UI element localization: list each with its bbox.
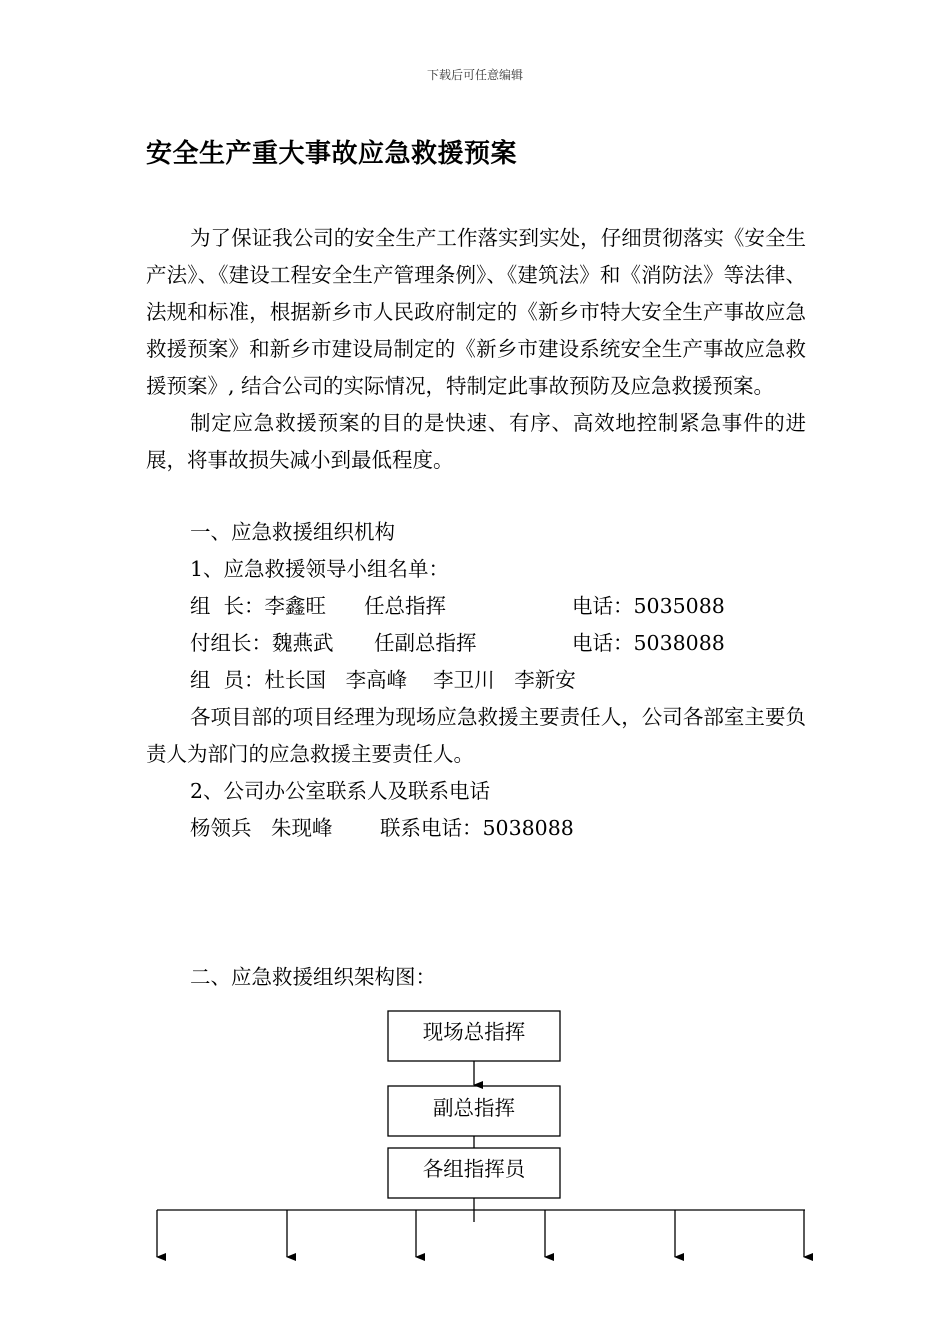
deputy-role: 付组长：魏燕武 [190,631,334,655]
leader-role: 组 长：李鑫旺 [190,594,327,618]
org-box-top-label: 现场总指挥 [422,1020,526,1044]
leader-duty: 任总指挥 [364,594,446,618]
org-box-bottom-label: 各组指挥员 [422,1157,526,1181]
sub1-heading: 1、应急救援领导小组名单： [190,557,450,581]
leader-phone: 电话：5035088 [572,594,725,618]
contact-names: 杨领兵 朱现峰 [190,816,333,840]
page-header: 下载后可任意编辑 [426,68,523,82]
section1-heading: 一、应急救援组织机构 [190,520,395,544]
section2-heading: 二、应急救援组织架构图： [190,965,436,989]
paragraph-intro: 为了保证我公司的安全生产工作落实到实处，仔细贯彻落实《安全生产法》、《建设工程安全生产管理条例》、《建筑法》和《消防法》等法律、法规和标准，根据新乡市人民政府制定的《新乡市特大安全生产事故应急救援预案》和新乡市建设局制定的《新乡市建设系统安全生产事故应急救援预案》, 结合公司的实际情况，特制定此事故预防及应急救援预案。 [146,226,806,398]
deputy-phone: 电话：5038088 [572,631,725,655]
org-box-middle-label: 副总指挥 [433,1096,515,1120]
sub2-heading: 2、公司办公室联系人及联系电话 [190,779,491,803]
responsibility-paragraph: 各项目部的项目经理为现场应急救援主要责任人，公司各部室主要负责人为部门的应急救援主要责任人。 [146,705,806,766]
document-title: 安全生产重大事故应急救援预案 [146,139,518,169]
contact-phone: 联系电话：5038088 [380,816,574,840]
deputy-duty: 任副总指挥 [374,631,477,655]
paragraph-purpose: 制定应急救援预案的目的是快速、有序、高效地控制紧急事件的进展，将事故损失减小到最低程度。 [146,411,806,472]
members-row: 组 员：杜长国 李高峰 李卫川 李新安 [190,668,576,692]
